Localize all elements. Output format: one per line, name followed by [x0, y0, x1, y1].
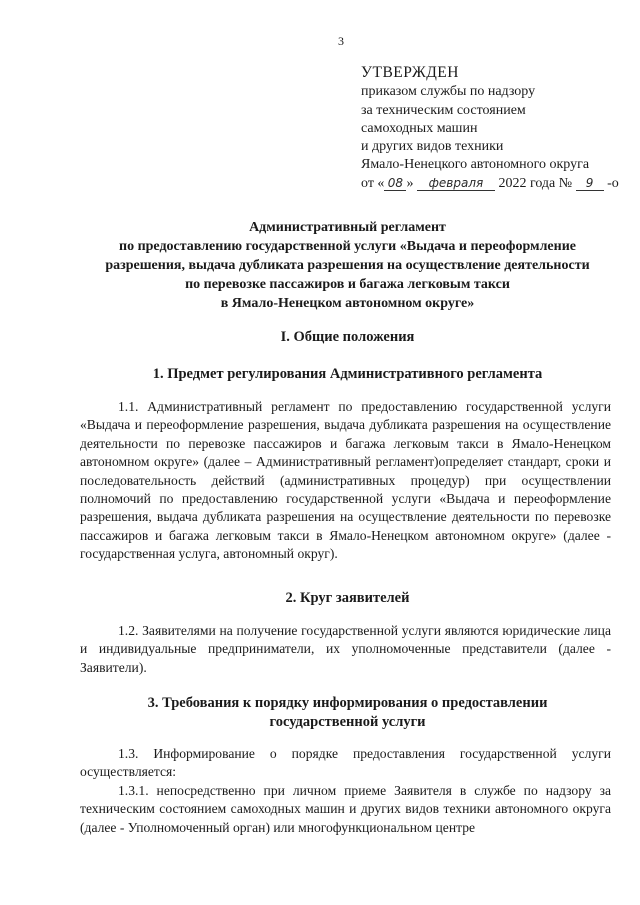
approval-line: приказом службы по надзору — [361, 84, 536, 100]
order-number-handwritten: 9 — [576, 176, 604, 191]
approval-line: и других видов техники — [361, 139, 504, 155]
paragraph-1-3-1 — [80, 782, 611, 837]
page-number: 3 — [338, 34, 344, 48]
approval-line: за техническим состоянием — [361, 102, 526, 118]
approval-line: Ямало-Ненецкого автономного округа — [361, 157, 590, 173]
approval-line: самоходных машин — [361, 120, 478, 136]
date-mid: » — [406, 175, 414, 191]
approval-heading: УТВЕРЖДЕН — [361, 64, 459, 81]
document-title — [80, 218, 615, 313]
paragraph-1-1-text: 1.1. Административный регламент по предоставлению государственной услуги «Выдача и переоформление разрешения, выдача дубликата разрешения на осуществление деятельности по перевозке пассажиров и багажа легковым такси в Ямало-Ненецком автономном округе» (далее – Административный регламент)определяет стандарт, сроки и последовательность действий (административных процедур) при осуществлении полномочий по предоставлению государственной услуги «Выдача и переоформление разрешения, выдача дубликата разрешения на осуществление деятельности по перевозке пассажиров и багажа легковым такси в Ямало-Ненецком автономном округе» (далее - государственная услуга, автономный округ). — [80, 399, 611, 562]
approval-date-line — [361, 175, 619, 193]
title-line: по предоставлению государственной услуги «Выдача и переоформление — [119, 239, 576, 254]
order-number-suffix: -о — [607, 175, 619, 191]
heading-line: 3. Требования к порядку информирования о предоставлении — [147, 695, 548, 711]
title-line: по перевозке пассажиров и багажа легковым такси — [185, 277, 510, 292]
paragraph-1-2-text: 1.2. Заявителями на получение государственной услуги являются юридические лица и индивидуальные предприниматели, их уполномоченные представители (далее - Заявители). — [80, 623, 611, 675]
title-line: Административный регламент — [249, 220, 446, 235]
paragraph-1-1 — [80, 398, 611, 564]
section-heading-general: I. Общие положения — [280, 329, 415, 345]
date-suffix: 2022 года № — [498, 175, 573, 191]
subsection-heading-informing — [80, 694, 615, 732]
subsection-heading-subject: 1. Предмет регулирования Административного регламента — [152, 366, 543, 382]
paragraph-1-2 — [80, 622, 611, 677]
paragraph-1-3 — [80, 745, 611, 782]
date-prefix: от « — [361, 175, 385, 191]
paragraph-1-3-text: 1.3. Информирование о порядке предоставления государственной услуги осуществляется: — [80, 746, 611, 780]
title-line: в Ямало-Ненецком автономном округе» — [220, 296, 475, 311]
heading-line: государственной услуги — [269, 714, 426, 730]
date-day-handwritten: 08 — [384, 176, 406, 191]
date-month-handwritten: февраля — [417, 176, 495, 191]
title-line: разрешения, выдача дубликата разрешения на осуществление деятельности — [105, 258, 590, 273]
approval-block — [361, 64, 619, 193]
paragraph-1-3-1-text: 1.3.1. непосредственно при личном приеме Заявителя в службе по надзору за техническим состоянием самоходных машин и других видов техники автономного округа (далее - Уполномоченный орган) или многофункциональном центре — [80, 783, 611, 835]
subsection-heading-applicants: 2. Круг заявителей — [285, 590, 410, 606]
